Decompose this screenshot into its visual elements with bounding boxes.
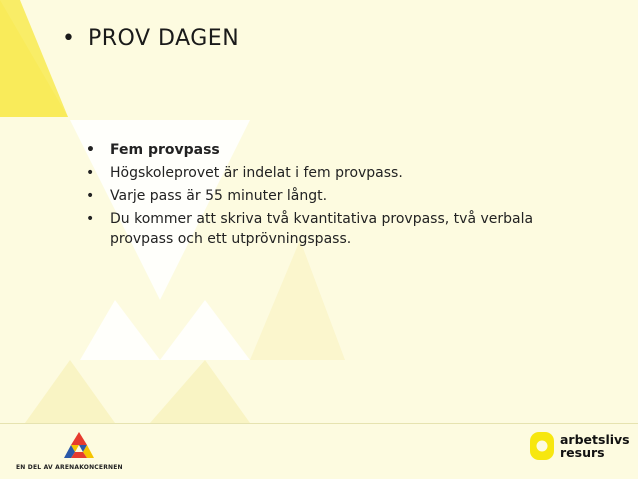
pale-triangle-bottom-right — [150, 360, 250, 423]
brand-line-2: resurs — [560, 445, 605, 460]
white-triangle-lower-left — [80, 300, 160, 360]
pale-triangle-bottom-left — [25, 360, 115, 423]
arena-logo — [16, 432, 123, 472]
pale-triangle-center — [250, 240, 345, 360]
bullet-item: • Högskoleprovet är indelat i fem provpass. — [84, 163, 544, 183]
bullet-item: • Fem provpass — [84, 140, 544, 160]
arena-triangle-icon — [64, 432, 94, 460]
slide-title — [62, 26, 239, 51]
brand-line-1: arbetslivs — [560, 432, 630, 447]
arena-text: EN DEL AV ARENAKONCERNEN — [16, 464, 123, 471]
slide-title-text: PROV DAGEN — [88, 26, 240, 51]
white-triangle-lower-mid — [160, 300, 250, 360]
brand-mark-icon — [530, 432, 556, 462]
brand-name — [560, 433, 630, 459]
arbetslivsresurs-logo — [530, 432, 630, 468]
title-bullet: • — [62, 26, 76, 51]
bullet-item: • Du kommer att skriva två kvantitativa provpass, två verbala provpass och ett utprövningspass. — [84, 209, 544, 249]
bullet-list — [84, 140, 544, 252]
yellow-top-band — [0, 0, 68, 117]
footer-divider — [0, 423, 638, 424]
bullet-item: • Varje pass är 55 minuter långt. — [84, 186, 544, 206]
